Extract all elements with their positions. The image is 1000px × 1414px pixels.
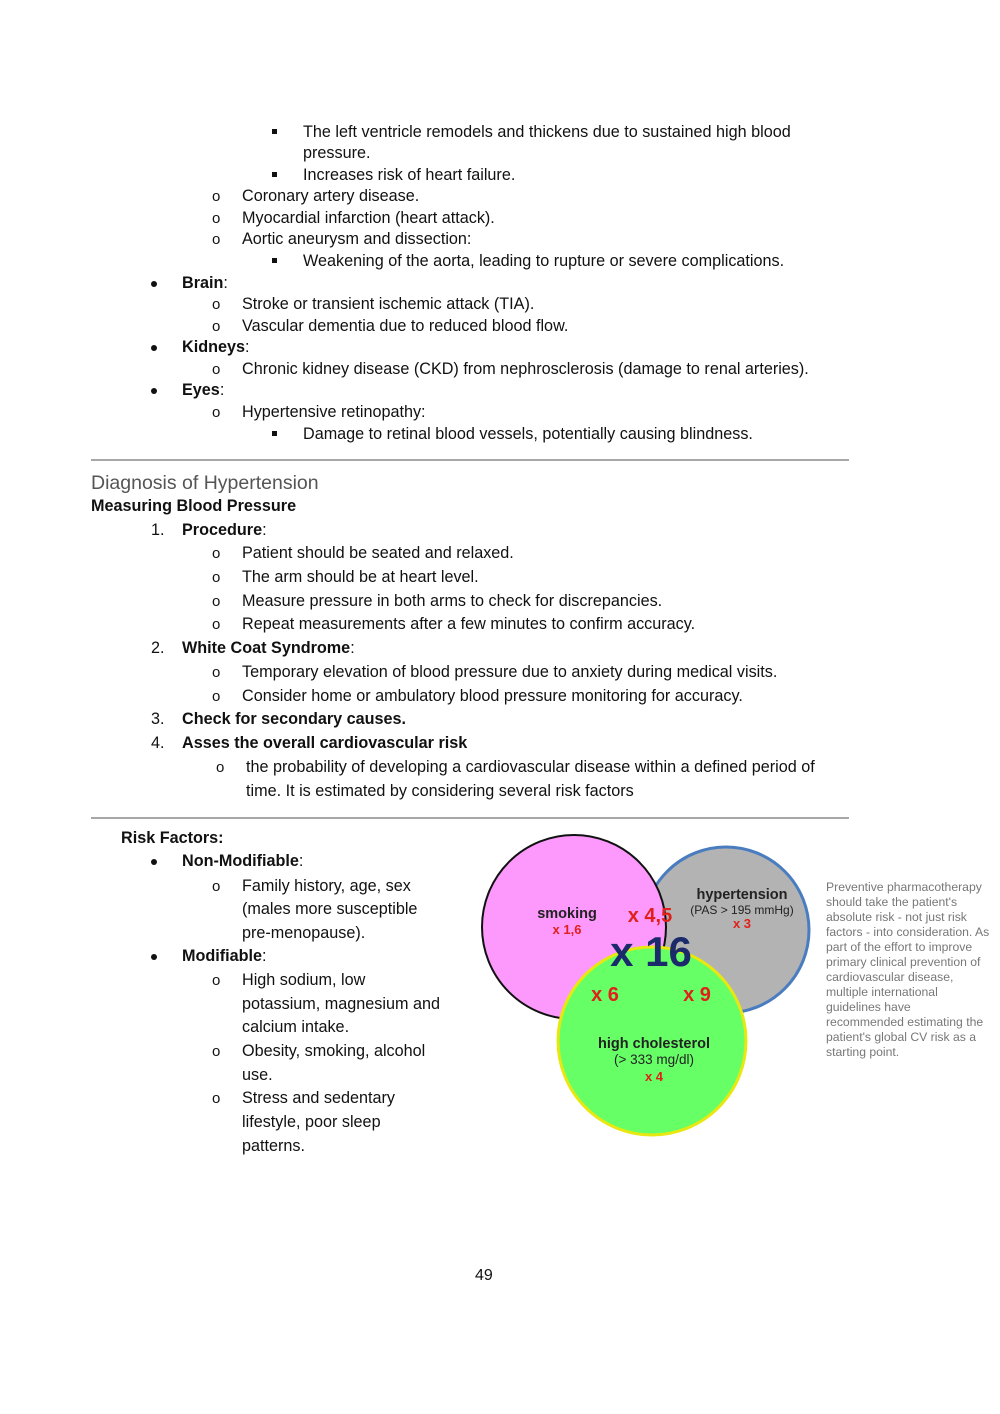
section-heading: Diagnosis of Hypertension [91, 472, 319, 494]
square-bullet-icon [272, 431, 277, 436]
smoking-factor: x 1,6 [552, 922, 582, 937]
circle-bullet-icon: o [212, 361, 221, 378]
hypertension-cholesterol-factor: x 9 [683, 984, 711, 1006]
circle-bullet-icon: o [212, 972, 221, 989]
smoking-hypertension-factor: x 4,5 [627, 905, 673, 927]
list-item: Temporary elevation of blood pressure due to anxiety during medical visits. [242, 663, 778, 681]
procedure-heading: Procedure: [182, 521, 267, 539]
list-item: Hypertensive retinopathy: [242, 403, 426, 421]
disc-bullet-icon [151, 281, 157, 287]
list-item: Weakening of the aorta, leading to rupture or severe complications. [303, 252, 785, 270]
circle-bullet-icon: o [212, 1090, 221, 1107]
circle-bullet-icon: o [212, 878, 221, 895]
list-item-cont: potassium, magnesium and [242, 995, 440, 1013]
list-item: High sodium, low [242, 971, 366, 989]
circle-bullet-icon: o [212, 688, 221, 705]
kidneys-heading: Kidneys: [182, 338, 250, 356]
section-divider [91, 817, 849, 819]
circle-bullet-icon: o [212, 318, 221, 335]
circle-bullet-icon: o [212, 188, 221, 205]
list-item: Damage to retinal blood vessels, potentially causing blindness. [303, 425, 753, 443]
list-number: 4. [151, 734, 165, 752]
cholesterol-factor: x 4 [644, 1069, 664, 1084]
list-item: Aortic aneurysm and dissection: [242, 230, 472, 248]
list-item: Chronic kidney disease (CKD) from nephrosclerosis (damage to renal arteries). [242, 360, 809, 378]
all-three-factor: x 16 [610, 928, 692, 975]
risk-description: the probability of developing a cardiovascular disease within a defined period of [246, 758, 815, 776]
hypertension-sub: (PAS > 195 mmHg) [690, 903, 794, 917]
square-bullet-icon [272, 129, 277, 134]
circle-bullet-icon: o [216, 759, 225, 776]
list-item-cont: (males more susceptible [242, 900, 418, 918]
circle-bullet-icon: o [212, 545, 221, 562]
heart-sub-item: The left ventricle remodels and thickens due to sustained high blood [303, 123, 791, 141]
white-coat-heading: White Coat Syndrome: [182, 639, 355, 657]
risk-venn-diagram [480, 830, 820, 1140]
list-item-cont: use. [242, 1066, 273, 1084]
list-item: Myocardial infarction (heart attack). [242, 209, 495, 227]
subsection-heading: Measuring Blood Pressure [91, 497, 297, 515]
circle-bullet-icon: o [212, 296, 221, 313]
page-number: 49 [475, 1267, 493, 1284]
list-item: Obesity, smoking, alcohol [242, 1042, 426, 1060]
list-item: Family history, age, sex [242, 877, 411, 895]
list-number: 1. [151, 521, 165, 539]
eyes-heading: Eyes: [182, 381, 225, 399]
circle-bullet-icon: o [212, 664, 221, 681]
list-item: Measure pressure in both arms to check for discrepancies. [242, 592, 663, 610]
smoking-cholesterol-factor: x 6 [591, 984, 619, 1006]
risk-description-cont: time. It is estimated by considering several risk factors [246, 782, 634, 800]
list-item: Coronary artery disease. [242, 187, 420, 205]
list-item-cont: patterns. [242, 1137, 305, 1155]
cholesterol-sub: (> 333 mg/dl) [614, 1052, 694, 1067]
list-item: Asses the overall cardiovascular risk [182, 734, 468, 752]
hypertension-label: hypertension [696, 887, 788, 903]
circle-bullet-icon: o [212, 569, 221, 586]
side-note: Preventive pharmacotherapy should take the patient's absolute risk - not just risk factors - into consideration. As part of the effort to improve primary clinical prevention of cardiovascular disease, multiple international guidelines have recommended estimating the patient's global CV risk as a starting point. [826, 880, 990, 1059]
square-bullet-icon [272, 258, 277, 263]
list-number: 2. [151, 639, 165, 657]
circle-bullet-icon: o [212, 210, 221, 227]
list-item: Stroke or transient ischemic attack (TIA). [242, 295, 535, 313]
smoking-label: smoking [537, 906, 597, 922]
circle-bullet-icon: o [212, 231, 221, 248]
list-item: Stress and sedentary [242, 1089, 395, 1107]
list-item: Patient should be seated and relaxed. [242, 544, 514, 562]
list-item: Vascular dementia due to reduced blood flow. [242, 317, 569, 335]
disc-bullet-icon [151, 345, 157, 351]
list-item-cont: pre-menopause). [242, 924, 366, 942]
circle-bullet-icon: o [212, 593, 221, 610]
heart-sub-item: Increases risk of heart failure. [303, 166, 516, 184]
circle-bullet-icon: o [212, 404, 221, 421]
cholesterol-label: high cholesterol [598, 1036, 710, 1052]
list-item-cont: calcium intake. [242, 1018, 350, 1036]
list-item: Consider home or ambulatory blood pressure monitoring for accuracy. [242, 687, 743, 705]
risk-factors-heading: Risk Factors: [121, 829, 224, 847]
list-item: The arm should be at heart level. [242, 568, 479, 586]
circle-bullet-icon: o [212, 1043, 221, 1060]
brain-heading: Brain: [182, 274, 228, 292]
list-item: Check for secondary causes. [182, 710, 407, 728]
list-item: Repeat measurements after a few minutes to confirm accuracy. [242, 615, 696, 633]
section-divider [91, 459, 849, 461]
heart-sub-item-cont: pressure. [303, 144, 371, 162]
circle-bullet-icon: o [212, 616, 221, 633]
square-bullet-icon [272, 172, 277, 177]
list-number: 3. [151, 710, 165, 728]
hypertension-factor: x 3 [732, 916, 752, 931]
modifiable-heading: Modifiable: [182, 947, 267, 965]
disc-bullet-icon [151, 859, 157, 865]
disc-bullet-icon [151, 954, 157, 960]
disc-bullet-icon [151, 388, 157, 394]
list-item-cont: lifestyle, poor sleep [242, 1113, 381, 1131]
non-modifiable-heading: Non-Modifiable: [182, 852, 304, 870]
